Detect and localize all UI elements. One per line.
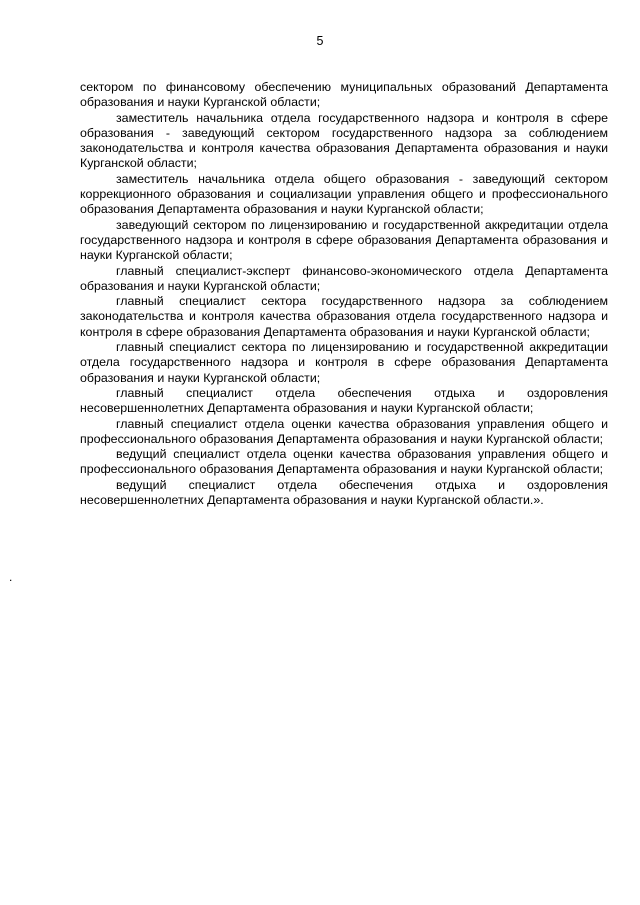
- stray-mark: .: [9, 570, 13, 584]
- paragraph-position: заведующий сектором по лицензированию и государственной аккредитации отдела государственного надзора и контроля в сфере образования Департамента образования и науки Курганской области;: [80, 217, 608, 263]
- paragraph-continuation: сектором по финансовому обеспечению муниципальных образований Департамента образования и науки Курганской области;: [80, 80, 608, 110]
- paragraph-position: главный специалист сектора по лицензированию и государственной аккредитации отдела государственного надзора и контроля в сфере образования Департамента образования и науки Курганской области;: [80, 340, 608, 385]
- paragraph-position: ведущий специалист отдела оценки качества образования управления общего и профессионального образования Департамента образования и науки Курганской области;: [80, 447, 608, 477]
- document-body: [80, 80, 608, 508]
- paragraph-position: заместитель начальника отдела общего образования - заведующий сектором коррекционного образования и социализации управления общего и профессионального образования Департамента образования и науки Курганской области;: [80, 171, 608, 217]
- paragraph-position: главный специалист отдела оценки качества образования управления общего и профессионального образования Департамента образования и науки Курганской области;: [80, 416, 608, 446]
- paragraph-position: ведущий специалист отдела обеспечения отдыха и оздоровления несовершеннолетних Департамента образования и науки Курганской области.».: [80, 477, 608, 508]
- page-number: 5: [316, 34, 324, 48]
- paragraph-position: главный специалист-эксперт финансово-экономического отдела Департамента образования и науки Курганской области;: [80, 263, 608, 293]
- paragraph-position: заместитель начальника отдела государственного надзора и контроля в сфере образования - заведующий сектором государственного надзора за соблюдением законодательства и контроля качества образования Департамента образования и науки Курганской области;: [80, 110, 608, 171]
- paragraph-position: главный специалист отдела обеспечения отдыха и оздоровления несовершеннолетних Департамента образования и науки Курганской области;: [80, 385, 608, 416]
- paragraph-position: главный специалист сектора государственного надзора за соблюдением законодательства и контроля качества образования отдела государственного надзора и контроля в сфере образования Департамента образования и науки Курганской области;: [80, 294, 608, 339]
